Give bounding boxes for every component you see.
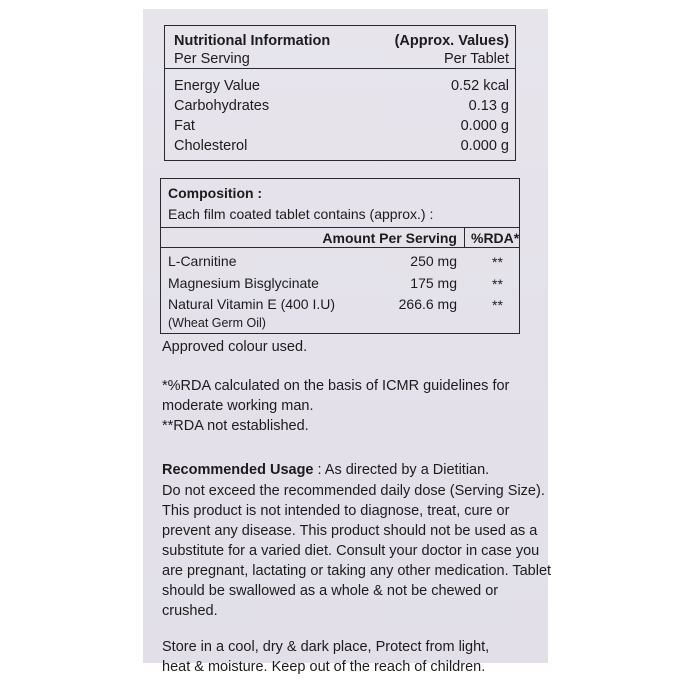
column-header-amount: Amount Per Serving bbox=[322, 230, 457, 246]
ingredient-rda: ** bbox=[492, 254, 503, 270]
nutrient-label: Fat bbox=[174, 118, 195, 134]
divider bbox=[464, 227, 465, 247]
composition-title: Composition : bbox=[168, 185, 263, 201]
usage-heading: Recommended Usage bbox=[162, 462, 314, 478]
nutrient-label: Cholesterol bbox=[174, 138, 248, 154]
approved-colour-note: Approved colour used. bbox=[162, 339, 308, 355]
usage-line: This product is not intended to diagnose, treat, cure or bbox=[162, 503, 510, 519]
ingredient-amount: 266.6 mg bbox=[398, 296, 457, 312]
ingredient-rda: ** bbox=[492, 297, 503, 313]
ingredient-name: L-Carnitine bbox=[168, 253, 237, 269]
usage-heading-rest: : As directed by a Dietitian. bbox=[313, 462, 490, 478]
usage-line: substitute for a varied diet. Consult your doctor in case you bbox=[162, 543, 540, 559]
usage-line: prevent any disease. This product should not be used as a bbox=[162, 523, 538, 539]
composition-table bbox=[160, 178, 520, 334]
nutrient-value: 0.13 g bbox=[468, 98, 509, 114]
nutrition-title-right: (Approx. Values) bbox=[394, 33, 509, 49]
composition-subtitle: Each film coated tablet contains (approx.) : bbox=[168, 206, 434, 222]
divider bbox=[165, 68, 515, 69]
nutrition-title: Nutritional Information bbox=[174, 33, 331, 49]
divider bbox=[161, 227, 519, 228]
serving-label: Per Serving bbox=[174, 51, 250, 67]
storage-line: heat & moisture. Keep out of the reach of children. bbox=[162, 659, 486, 675]
nutrient-value: 0.000 g bbox=[460, 118, 509, 134]
serving-value: Per Tablet bbox=[443, 51, 509, 67]
ingredient-amount: 175 mg bbox=[410, 275, 457, 291]
divider bbox=[161, 247, 519, 248]
nutrition-table bbox=[164, 25, 516, 161]
nutrient-value: 0.000 g bbox=[460, 138, 509, 154]
column-header-rda: %RDA* bbox=[471, 230, 520, 246]
usage-line: should be swallowed as a whole & not be chewed or bbox=[162, 583, 499, 599]
ingredient-amount: 250 mg bbox=[410, 253, 457, 269]
usage-line: are pregnant, lactating or taking any other medication. Tablet bbox=[162, 563, 552, 579]
usage-line: crushed. bbox=[162, 603, 218, 619]
nutrient-label: Carbohydrates bbox=[174, 98, 270, 114]
ingredient-name: Natural Vitamin E (400 I.U) bbox=[168, 296, 336, 312]
footnote-rda: *%RDA calculated on the basis of ICMR guidelines for bbox=[162, 378, 510, 394]
nutrient-value: 0.52 kcal bbox=[450, 78, 509, 94]
storage-line: Store in a cool, dry & dark place, Protect from light, bbox=[162, 639, 490, 655]
ingredient-rda: ** bbox=[492, 276, 503, 292]
usage-line: Do not exceed the recommended daily dose (Serving Size). bbox=[162, 483, 545, 499]
ingredient-name: Magnesium Bisglycinate bbox=[168, 275, 319, 291]
footnote-rda-not-established: **RDA not established. bbox=[162, 418, 309, 434]
usage-heading-line bbox=[162, 460, 489, 481]
footnote-rda-cont: moderate working man. bbox=[162, 398, 314, 414]
ingredient-source-note: (Wheat Germ Oil) bbox=[168, 316, 266, 330]
nutrient-label: Energy Value bbox=[174, 78, 260, 94]
